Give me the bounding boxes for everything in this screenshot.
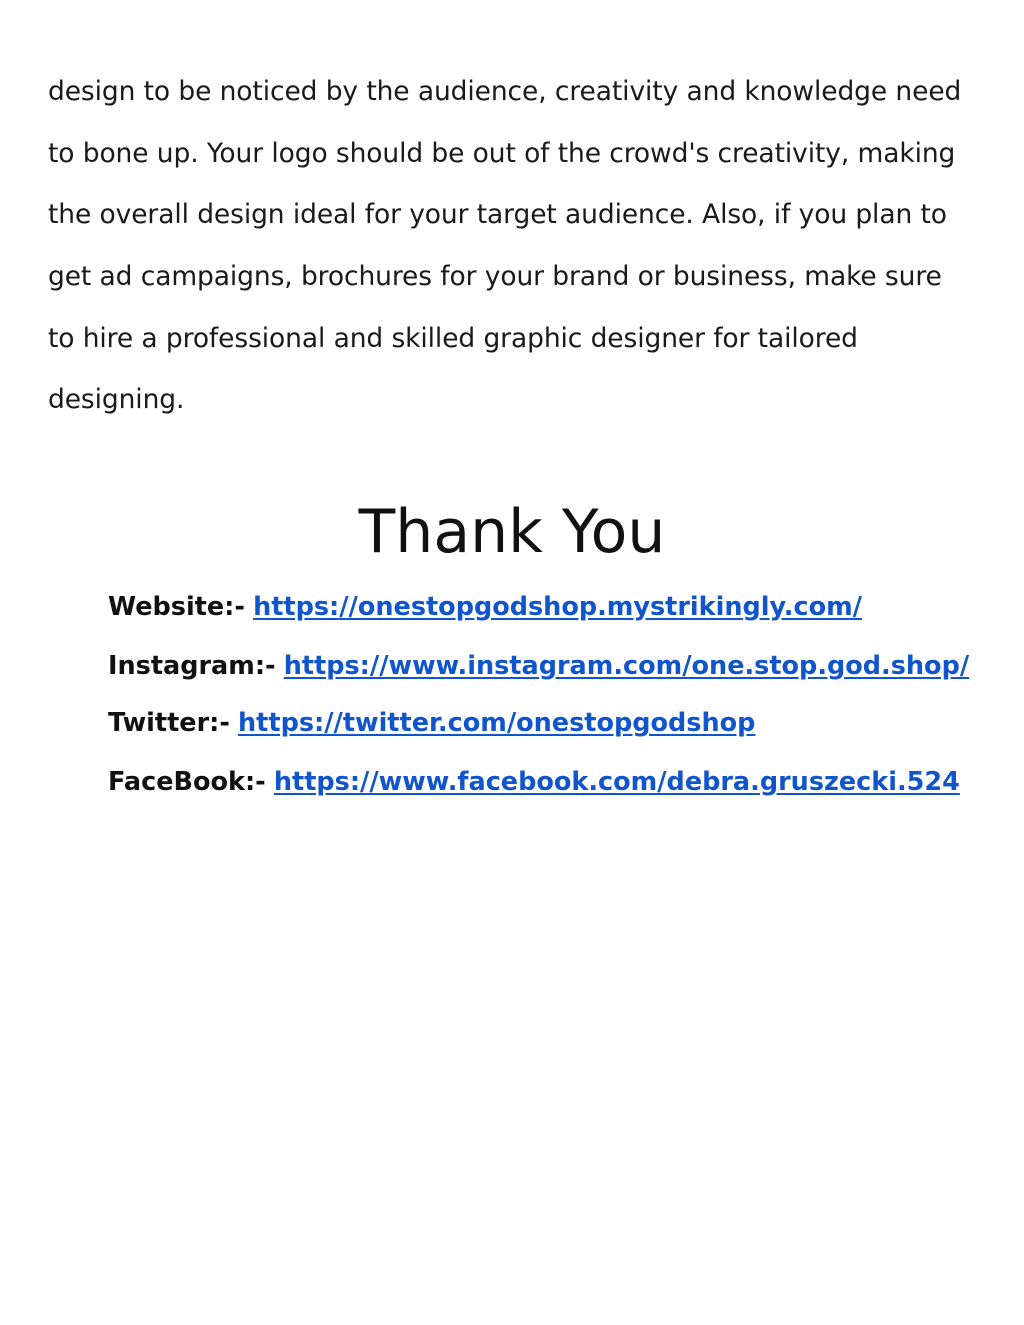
paragraph-line: to hire a professional and skilled graphic designer for tailored: [48, 323, 858, 354]
contact-label: Website:-: [108, 592, 245, 622]
facebook-link[interactable]: https://www.facebook.com/debra.gruszecki.524: [273, 767, 960, 797]
contact-label: Twitter:-: [108, 708, 230, 738]
contact-instagram: [108, 649, 969, 683]
contact-facebook: [108, 765, 960, 799]
contact-label: FaceBook:-: [108, 767, 266, 797]
instagram-link[interactable]: https://www.instagram.com/one.stop.god.shop/: [283, 651, 970, 681]
paragraph-line: designing.: [48, 384, 185, 415]
paragraph-line: to bone up. Your logo should be out of the crowd's creativity, making: [48, 138, 956, 169]
paragraph-line: design to be noticed by the audience, creativity and knowledge need: [48, 76, 962, 107]
twitter-link[interactable]: https://twitter.com/onestopgodshop: [238, 708, 756, 738]
thank-you-heading: Thank You: [358, 497, 666, 567]
paragraph-line: get ad campaigns, brochures for your brand or business, make sure: [48, 261, 942, 292]
contact-website: [108, 590, 862, 624]
website-link[interactable]: https://onestopgodshop.mystrikingly.com/: [253, 592, 862, 622]
contact-label: Instagram:-: [108, 651, 276, 681]
paragraph-line: the overall design ideal for your target audience. Also, if you plan to: [48, 199, 947, 230]
contact-twitter: [108, 706, 755, 740]
